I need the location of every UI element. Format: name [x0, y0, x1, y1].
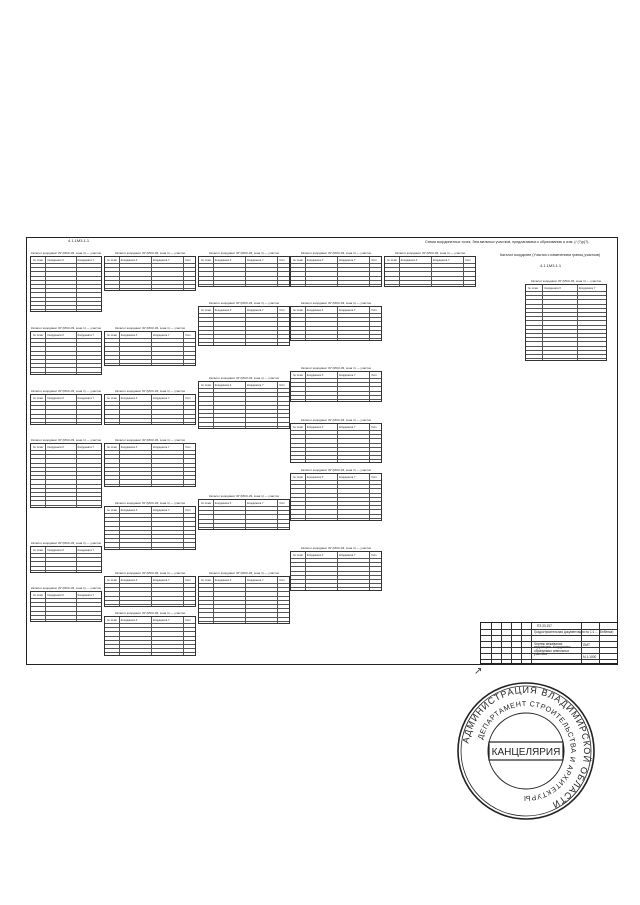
column-header: Координата X — [120, 333, 138, 337]
column-header: Координата X — [544, 286, 562, 290]
column-header: Координата Y — [247, 578, 264, 582]
coordinate-table-caption: Каталог координат ЗУ (МСК-33, зона 1) — участок — [301, 546, 371, 550]
coordinate-table — [30, 326, 102, 375]
coordinate-table — [30, 438, 102, 508]
coordinate-table-caption: Каталог координат ЗУ (МСК-33, зона 1) — участок — [31, 326, 101, 330]
column-header: Координата Y — [153, 508, 170, 512]
right-table-title: 4.1.1М3.1.1 — [540, 263, 562, 268]
column-header: № точки — [293, 553, 303, 557]
column-header: Координата X — [47, 548, 65, 552]
column-header: № точки — [107, 396, 117, 400]
column-header: Координата X — [306, 553, 324, 557]
title-code: ПЗ.33.157 — [537, 624, 552, 628]
column-header: Угол — [185, 578, 191, 582]
coordinate-table-caption: Каталог координат ЗУ (МСК-33, зона 1) — участок — [209, 376, 279, 380]
column-header: № точки — [33, 593, 43, 597]
column-header: № точки — [33, 396, 43, 400]
column-header: Координата X — [120, 508, 138, 512]
column-header: Координата X — [306, 475, 324, 479]
column-header: Координата X — [306, 258, 324, 262]
seal-center-text: КАНЦЕЛЯРИЯ — [491, 747, 561, 758]
coordinate-table — [198, 301, 290, 346]
coordinate-table-caption: Каталог координат ЗУ (МСК-33, зона 1) — участок — [115, 438, 185, 442]
column-header: Координата X — [120, 445, 138, 449]
title-name: Градостроительная документация по 1:1 ... (Бебенка) — [534, 630, 614, 634]
column-header: № точки — [107, 578, 117, 582]
column-header: Координата Y — [339, 425, 356, 429]
column-header: Координата Y — [339, 258, 356, 262]
column-header: Координата Y — [77, 445, 95, 449]
column-header: Координата Y — [77, 593, 95, 597]
coordinate-table-caption: Каталог координат ЗУ (МСК-33, зона 1) — участок — [209, 251, 279, 255]
column-header: Угол — [371, 308, 377, 312]
column-header: Координата Y — [153, 258, 170, 262]
column-header: Угол — [185, 445, 191, 449]
column-header: № точки — [201, 578, 211, 582]
column-header: Координата Y — [339, 308, 356, 312]
column-header: № точки — [201, 258, 211, 262]
column-header: Угол — [279, 383, 285, 387]
coordinate-table — [290, 251, 382, 287]
column-header: Угол — [185, 333, 191, 337]
column-header: Координата Y — [77, 396, 95, 400]
coordinate-table — [290, 468, 382, 521]
seal-outer-text: АДМИНИСТРАЦИЯ ВЛАДИМИРСКОЙ ОБЛАСТИ — [460, 684, 593, 811]
column-header: Угол — [371, 425, 377, 429]
column-header: № точки — [107, 618, 117, 622]
coordinate-table-caption: Каталог координат ЗУ (МСК-33, зона 1) — участок — [31, 389, 101, 393]
column-header: Координата Y — [247, 308, 264, 312]
column-header: № точки — [107, 333, 117, 337]
column-header: № точки — [293, 373, 303, 377]
column-header: Координата X — [214, 308, 232, 312]
column-header: № точки — [107, 508, 117, 512]
column-header: № точки — [293, 308, 303, 312]
column-header: Координата Y — [77, 258, 95, 262]
title-block — [480, 622, 618, 664]
seal-inner-text: ДЕПАРТАМЕНТ СТРОИТЕЛЬСТВА И АРХИТЕКТУРЫ — [475, 698, 579, 804]
column-header: Координата X — [306, 425, 324, 429]
column-header: Угол — [371, 373, 377, 377]
column-header: Координата Y — [247, 258, 264, 262]
coordinate-table-caption: Каталог координат ЗУ (МСК-33, зона 1) — участок — [115, 501, 185, 505]
column-header: Угол — [371, 553, 377, 557]
coordinate-table-caption: Каталог координат ЗУ (МСК-33, зона 1) — участок — [115, 611, 185, 615]
column-header: Координата Y — [339, 553, 356, 557]
coordinate-table — [290, 546, 382, 591]
column-header: Координата X — [214, 383, 232, 387]
coordinate-table-caption: Каталог координат ЗУ (МСК-33, зона 1) — участок — [531, 279, 601, 283]
coordinate-table-caption: Каталог координат ЗУ (МСК-33, зона 1) — участок — [31, 251, 101, 255]
column-header: Координата Y — [153, 578, 170, 582]
title-scale: М 1:1000 — [583, 655, 597, 659]
coordinate-table — [104, 501, 196, 550]
column-header: Координата Y — [433, 258, 450, 262]
column-header: Координата X — [120, 578, 138, 582]
coordinate-table — [104, 251, 196, 291]
coordinate-table-caption: Каталог координат ЗУ (МСК-33, зона 1) — участок — [301, 366, 371, 370]
column-header: Координата Y — [153, 618, 170, 622]
coordinate-table — [290, 418, 382, 463]
coordinate-table-caption: Каталог координат ЗУ (МСК-33, зона 1) — участок — [115, 571, 185, 575]
coordinate-table — [104, 326, 196, 366]
column-header: № точки — [201, 383, 211, 387]
coordinate-table — [104, 438, 196, 487]
coordinate-table — [30, 541, 102, 573]
coordinate-table — [198, 494, 290, 530]
coordinate-table — [30, 251, 102, 312]
column-header: Угол — [185, 396, 191, 400]
coordinate-table-caption: Каталог координат ЗУ (МСК-33, зона 1) — участок — [31, 586, 101, 590]
column-header: Координата X — [120, 258, 138, 262]
column-header: Координата X — [47, 258, 65, 262]
coordinate-table — [104, 571, 196, 607]
column-header: № точки — [107, 445, 117, 449]
column-header: Координата Y — [578, 286, 596, 290]
coordinate-table — [290, 301, 382, 341]
coordinate-table-caption: Каталог координат ЗУ (МСК-33, зона 1) — участок — [301, 251, 371, 255]
column-header: Координата X — [47, 396, 65, 400]
column-header: № точки — [33, 258, 43, 262]
title-sheet-desc: Чертеж межевания территории. Координаты образуемых земельных участков — [534, 642, 571, 657]
column-header: Координата X — [120, 618, 138, 622]
coordinate-table-caption: Каталог координат ЗУ (МСК-33, зона 1) — участок — [209, 571, 279, 575]
column-header: Координата Y — [247, 383, 264, 387]
coordinate-table — [30, 586, 102, 622]
coordinate-table-caption: Каталог координат ЗУ (МСК-33, зона 1) — участок — [115, 389, 185, 393]
coordinate-table — [290, 366, 382, 402]
column-header: Угол — [465, 258, 471, 262]
coordinate-table — [30, 389, 102, 425]
coordinate-table — [104, 611, 196, 656]
header-right-text-2: Каталог координат (Участки с изменением границ участков) — [500, 253, 601, 257]
column-header: № точки — [201, 501, 211, 505]
coordinate-table-caption: Каталог координат ЗУ (МСК-33, зона 1) — участок — [301, 418, 371, 422]
column-header: Координата Y — [77, 548, 95, 552]
column-header: Координата Y — [77, 333, 95, 337]
column-header: Координата Y — [153, 445, 170, 449]
column-header: № точки — [293, 258, 303, 262]
coordinate-table-caption: Каталог координат ЗУ (МСК-33, зона 1) — участок — [31, 438, 101, 442]
column-header: Координата X — [47, 333, 65, 337]
column-header: Координата X — [120, 396, 138, 400]
coordinate-table-caption: Каталог координат ЗУ (МСК-33, зона 1) — участок — [31, 541, 101, 545]
column-header: № точки — [33, 445, 43, 449]
column-header: Координата Y — [153, 333, 170, 337]
column-header: № точки — [33, 548, 43, 552]
column-header: № точки — [387, 258, 397, 262]
coordinate-table — [525, 279, 607, 361]
coordinate-table-caption: Каталог координат ЗУ (МСК-33, зона 1) — участок — [301, 468, 371, 472]
column-header: Координата X — [400, 258, 418, 262]
column-header: Угол — [279, 578, 285, 582]
coordinate-table-caption: Каталог координат ЗУ (МСК-33, зона 1) — участок — [115, 326, 185, 330]
column-header: Координата Y — [153, 396, 170, 400]
column-header: Координата X — [47, 445, 65, 449]
column-header: Угол — [371, 258, 377, 262]
column-header: Координата X — [306, 373, 324, 377]
column-header: Угол — [371, 475, 377, 479]
coordinate-table-caption: Каталог координат ЗУ (МСК-33, зона 1) — участок — [209, 301, 279, 305]
column-header: Координата X — [306, 308, 324, 312]
coordinate-table — [198, 376, 290, 429]
column-header: Координата Y — [339, 373, 356, 377]
coordinate-table-caption: Каталог координат ЗУ (МСК-33, зона 1) — участок — [209, 494, 279, 498]
coordinate-table-caption: Каталог координат ЗУ (МСК-33, зона 1) — участок — [115, 251, 185, 255]
coordinate-table-caption: Каталог координат ЗУ (МСК-33, зона 1) — участок — [301, 301, 371, 305]
coordinate-table — [198, 251, 290, 287]
coordinate-table — [198, 571, 290, 624]
handwritten-mark: ↗ — [474, 666, 483, 677]
column-header: Координата Y — [339, 475, 356, 479]
column-header: Угол — [279, 308, 285, 312]
column-header: Координата X — [214, 258, 232, 262]
title-stage: ПМТ — [583, 643, 590, 647]
column-header: № точки — [33, 333, 43, 337]
column-header: № точки — [293, 475, 303, 479]
column-header: Координата X — [47, 593, 65, 597]
sheet-number-label: 4.1.1М3.1.1 — [68, 238, 90, 243]
coordinate-table — [384, 251, 476, 287]
column-header: № точки — [528, 286, 538, 290]
coordinate-table — [104, 389, 196, 425]
column-header: Угол — [279, 258, 285, 262]
column-header: Угол — [185, 618, 191, 622]
column-header: Угол — [279, 501, 285, 505]
column-header: Угол — [185, 508, 191, 512]
column-header: № точки — [201, 308, 211, 312]
coordinate-table-caption: Каталог координат ЗУ (МСК-33, зона 1) — участок — [395, 251, 465, 255]
official-seal — [455, 680, 597, 822]
column-header: Угол — [185, 258, 191, 262]
column-header: Координата X — [214, 578, 232, 582]
header-right-text-1: Схема координатных точек. Зем.мельных участков, предлагаемых к образованию и изм. (/ (?)р(?).. — [425, 240, 591, 244]
column-header: № точки — [107, 258, 117, 262]
column-header: Координата Y — [247, 501, 264, 505]
column-header: Координата X — [214, 501, 232, 505]
column-header: № точки — [293, 425, 303, 429]
